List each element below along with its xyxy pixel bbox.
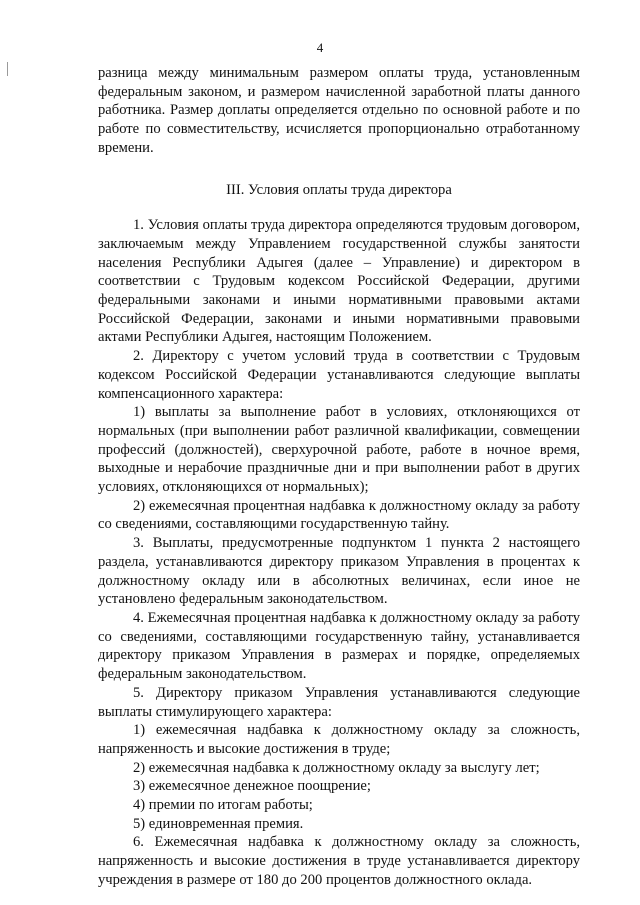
page-number: 4: [316, 40, 324, 55]
paragraph-subitem-5-5: 5) единовременная премия.: [133, 815, 304, 832]
paragraph-item-3: 3. Выплаты, предусмотренные подпунктом 1 пункта 2 настоящего раздела, устанавливаются директору приказом Управления в процентах к должностному окладу или в абсолютных величинах, если иное не установлено федеральным законодательством.: [98, 535, 580, 608]
paragraph-subitem-5-3: 3) ежемесячное денежное поощрение;: [133, 778, 371, 795]
paragraph-subitem-5-4: 4) премии по итогам работы;: [133, 797, 313, 814]
paragraph-subitem-2-2: 2) ежемесячная процентная надбавка к должностному окладу за работу со сведениями, составляющими государственную тайну.: [98, 497, 580, 533]
intro-paragraph: разница между минимальным размером оплаты труда, установленным федеральным законом, и размером начисленной заработной платы данного работника. Размер доплаты определяется отдельно по основной работе и по работе по совместительству, исчисляется пропорционально отработанному времени.: [98, 65, 580, 156]
section-heading: III. Условия оплаты труда директора: [226, 181, 452, 198]
document-body: [98, 64, 580, 890]
scan-margin-mark: [7, 62, 8, 76]
paragraph-subitem-5-1: 1) ежемесячная надбавка к должностному окладу за сложность, напряженность и высокие достижения в труде;: [98, 722, 580, 757]
paragraph-item-1: 1. Условия оплаты труда директора определяются трудовым договором, заключаемым между Управлением государственной службы занятости населения Республики Адыгея (далее – Управление) и директором в соответствии с Трудовым кодексом Российской Федерации, другими федеральными законами и иными нормативными правовыми актами Российской Федерации, законами и иными нормативными правовыми актами Республики Адыгея, настоящим Положением.: [98, 217, 580, 346]
paragraph-item-4: 4. Ежемесячная процентная надбавка к должностному окладу за работу со сведениями, составляющими государственную тайну, устанавливается директору приказом Управления в размерах и порядке, определяемых федеральным законодательством.: [98, 609, 580, 683]
paragraph-item-5: 5. Директору приказом Управления устанавливаются следующие выплаты стимулирующего характера:: [98, 684, 580, 720]
paragraph-subitem-5-2: 2) ежемесячная надбавка к должностному окладу за выслугу лет;: [133, 759, 540, 776]
paragraph-item-6: 6. Ежемесячная надбавка к должностному окладу за сложность, напряженность и высокие достижения в труде устанавливается директору учреждения в размере от 180 до 200 процентов должностного оклада.: [98, 834, 580, 888]
paragraph-item-2: 2. Директору с учетом условий труда в соответствии с Трудовым кодексом Российской Федерации устанавливаются следующие выплаты компенсационного характера:: [98, 348, 580, 402]
paragraph-subitem-2-1: 1) выплаты за выполнение работ в условиях, отклоняющихся от нормальных (при выполнении работ различной квалификации, совмещении профессий (должностей), сверхурочной работе, работе в ночное время, выходные и нерабочие праздничные дни и при выполнении работ в других условиях, отклоняющихся от нормальных);: [98, 404, 580, 496]
